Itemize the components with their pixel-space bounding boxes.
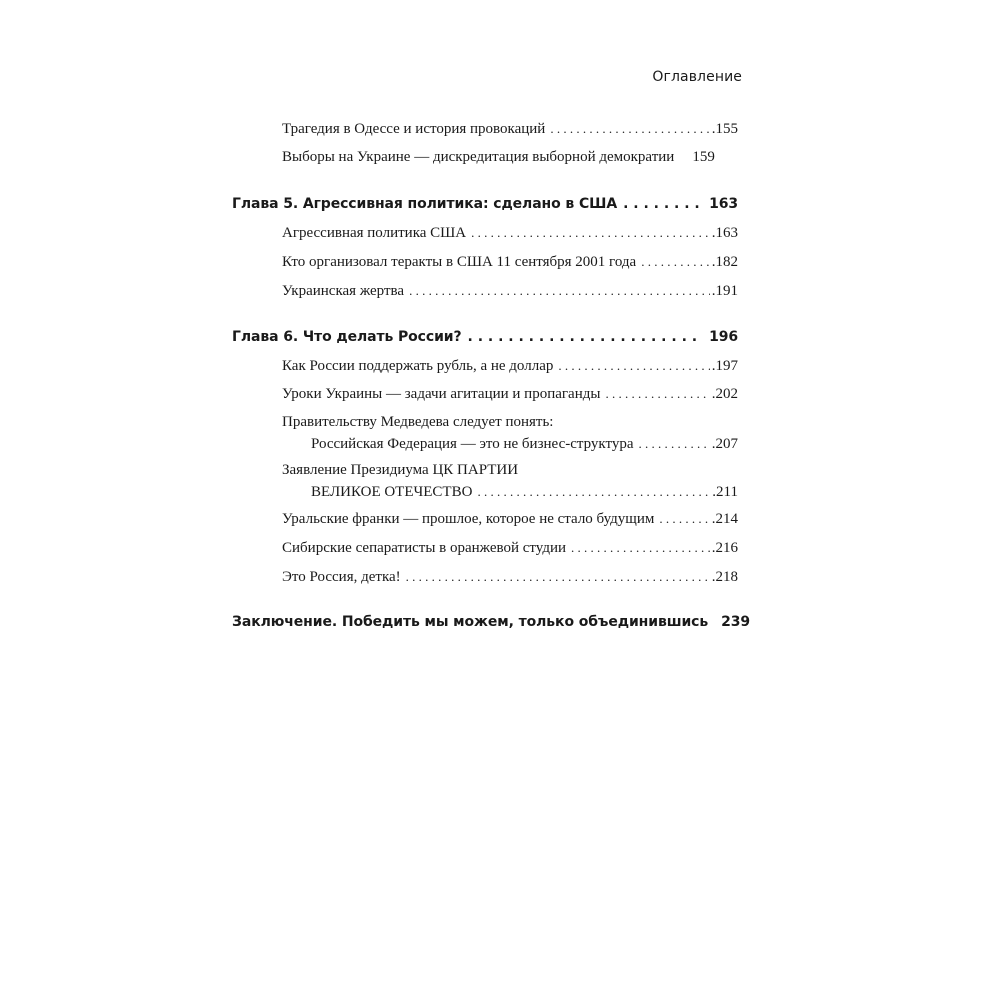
entry-title: Сибирские сепаратисты в оранжевой студии [282,540,567,556]
entry-title: Это Россия, детка! [282,569,401,585]
entry-page: .214 [711,511,738,527]
toc-chapter[interactable] [232,611,751,633]
entry-page: .182 [711,254,738,270]
toc-entry[interactable] [232,251,738,273]
toc-entry[interactable] [232,508,738,530]
toc-entry[interactable] [232,411,738,455]
toc-chapter[interactable] [232,326,738,348]
dot-leader [605,383,709,405]
entry-page: .207 [711,436,738,452]
toc-entry[interactable] [232,146,738,168]
entry-title: Выборы на Украине — дискредитация выборной демократии [282,149,675,165]
entry-page: .197 [711,358,738,374]
toc-chapter[interactable] [232,193,738,215]
dot-leader [468,326,703,348]
chapter-title: Заключение. Победить мы можем, только объединившись [232,614,709,630]
dot-leader [550,118,709,140]
entry-page: .218 [711,569,738,585]
entry-page: .216 [711,540,738,556]
toc-entry[interactable] [232,355,738,377]
toc-entry[interactable] [232,280,738,302]
entry-page: .202 [711,386,738,402]
toc-entry[interactable] [232,459,738,503]
chapter-page: 196 [709,329,738,345]
dot-leader [477,481,710,503]
entry-page: .211 [712,484,738,500]
dot-leader [659,508,709,530]
running-head: Оглавление [652,69,742,85]
entry-title-line2: Российская Федерация — это не бизнес-структура [311,436,634,452]
dot-leader [406,566,710,588]
dot-leader [571,537,710,559]
entry-title: Уральские франки — прошлое, которое не стало будущим [282,511,655,527]
dot-leader [558,355,709,377]
entry-page: .191 [711,283,738,299]
toc-entry[interactable] [232,566,738,588]
entry-title: Украинская жертва [282,283,405,299]
toc-entry[interactable] [232,383,738,405]
dot-leader [641,251,710,273]
chapter-title: Глава 6. Что делать России? [232,329,462,345]
entry-title-line1: Заявление Президиума ЦК ПАРТИИ [282,462,519,478]
dot-leader [409,280,710,302]
entry-title: Трагедия в Одессе и история провокаций [282,121,546,137]
entry-title: Агрессивная политика США [282,225,467,241]
entry-page: .155 [711,121,738,137]
entry-page: 159 [692,149,715,165]
toc-entry[interactable] [232,222,738,244]
chapter-title: Глава 5. Агрессивная политика: сделано в США [232,196,618,212]
dot-leader [639,433,710,455]
toc-entry[interactable] [232,537,738,559]
entry-page: .163 [711,225,738,241]
entry-title-line2: ВЕЛИКОЕ ОТЕЧЕСТВО [311,484,473,500]
dot-leader [471,222,710,244]
dot-leader [623,193,702,215]
entry-title: Уроки Украины — задачи агитации и пропаганды [282,386,601,402]
chapter-page: 163 [709,196,738,212]
entry-title-line1: Правительству Медведева следует понять: [282,414,554,430]
entry-title: Как России поддержать рубль, а не доллар [282,358,554,374]
entry-title: Кто организовал теракты в США 11 сентября 2001 года [282,254,637,270]
toc-entry[interactable] [232,118,738,140]
chapter-page: 239 [721,614,751,630]
